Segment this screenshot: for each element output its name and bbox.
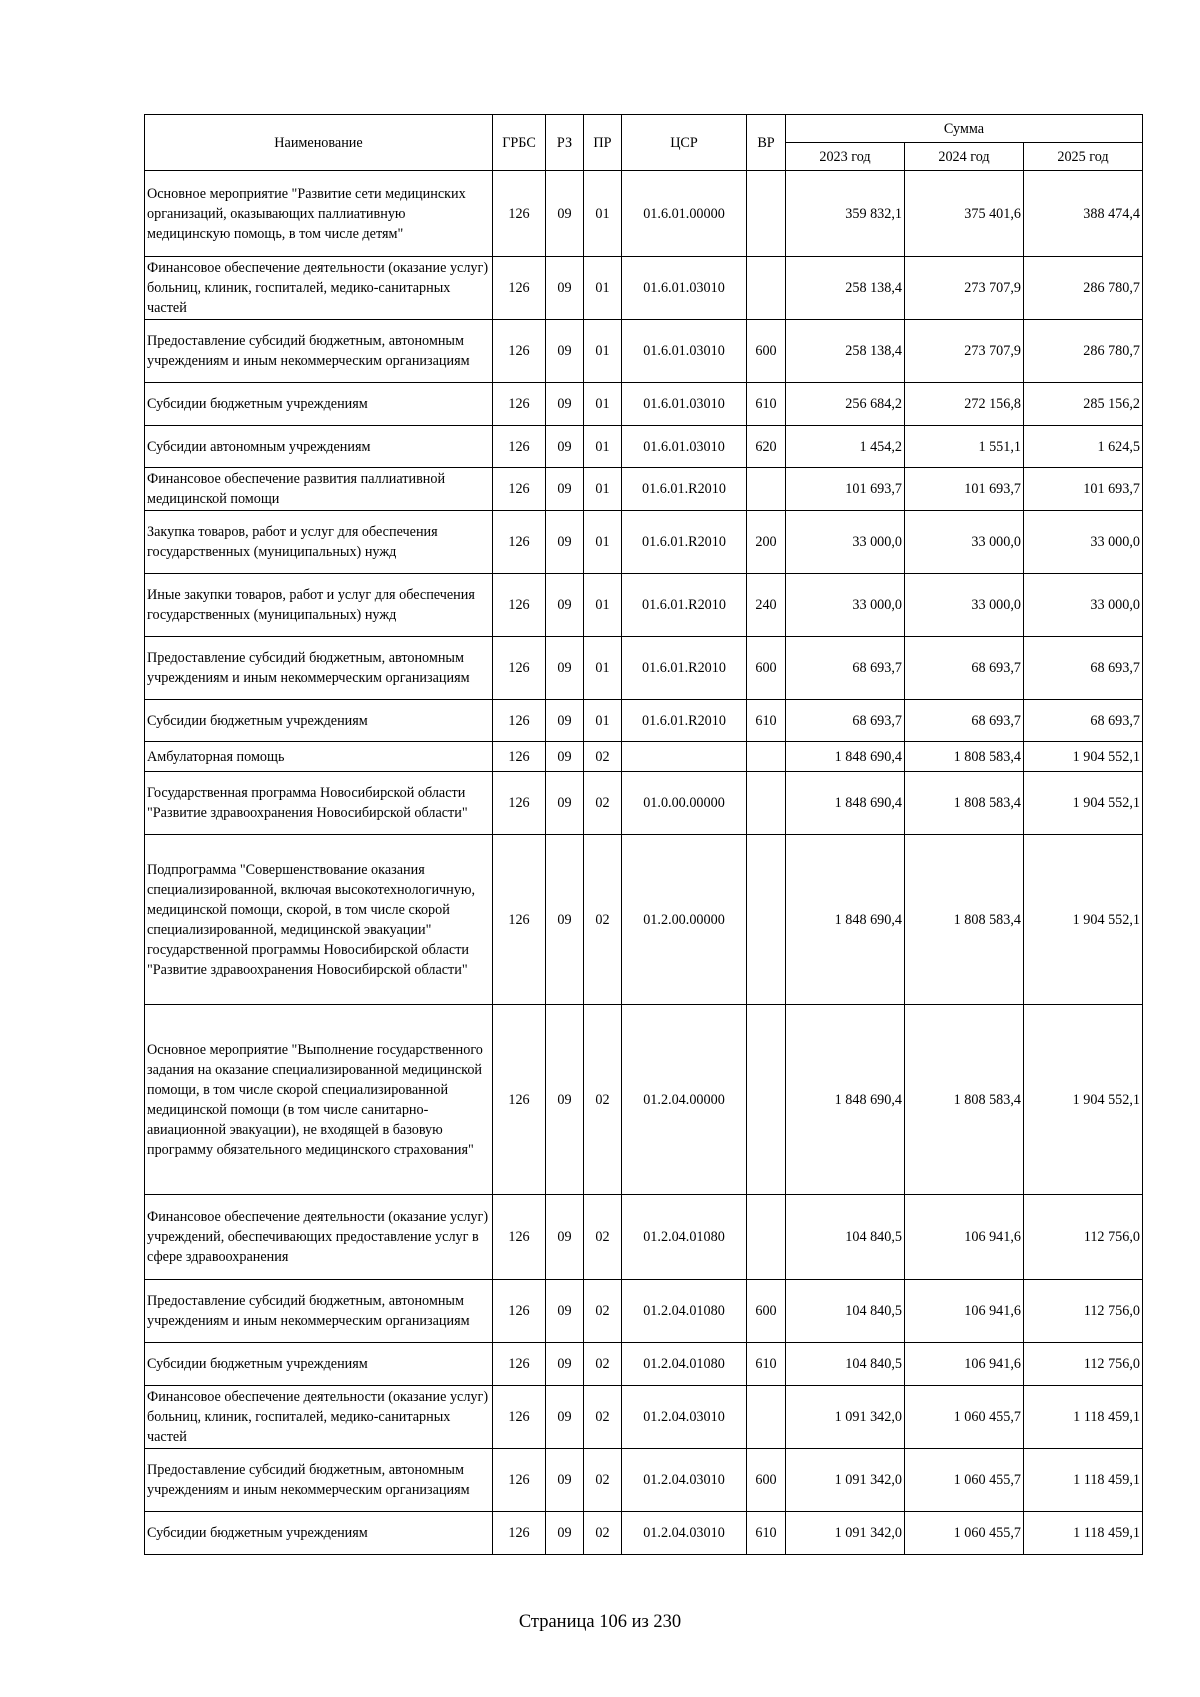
cell-sum-2025: 286 780,7 [1024, 320, 1143, 383]
cell-csr: 01.6.01.03010 [622, 320, 747, 383]
cell-vr: 600 [747, 1280, 786, 1343]
cell-sum-2025: 388 474,4 [1024, 171, 1143, 257]
cell-name: Предоставление субсидий бюджетным, автономным учреждениям и иным некоммерческим организациям [145, 320, 493, 383]
cell-sum-2023: 104 840,5 [786, 1195, 905, 1280]
cell-pr: 02 [584, 1512, 622, 1555]
table-row [145, 383, 1143, 426]
cell-sum-2024: 1 060 455,7 [905, 1449, 1024, 1512]
cell-vr: 600 [747, 637, 786, 700]
cell-vr: 610 [747, 383, 786, 426]
cell-sum-2024: 106 941,6 [905, 1343, 1024, 1386]
cell-csr: 01.6.01.R2010 [622, 637, 747, 700]
cell-csr: 01.2.04.03010 [622, 1386, 747, 1449]
header-vr: ВР [747, 115, 786, 171]
cell-vr: 610 [747, 1512, 786, 1555]
page-number: Страница 106 из 230 [518, 1612, 682, 1632]
cell-sum-2024: 68 693,7 [905, 700, 1024, 742]
cell-rz: 09 [546, 1005, 584, 1195]
cell-sum-2025: 112 756,0 [1024, 1280, 1143, 1343]
cell-grbs: 126 [493, 468, 546, 511]
cell-grbs: 126 [493, 1280, 546, 1343]
cell-sum-2024: 1 060 455,7 [905, 1512, 1024, 1555]
cell-grbs: 126 [493, 1343, 546, 1386]
budget-table [144, 114, 1143, 1555]
cell-vr: 200 [747, 511, 786, 574]
table-row [145, 1512, 1143, 1555]
cell-pr: 02 [584, 1449, 622, 1512]
cell-sum-2023: 1 848 690,4 [786, 742, 905, 772]
cell-name: Субсидии бюджетным учреждениям [145, 383, 493, 426]
table-row [145, 1343, 1143, 1386]
cell-sum-2025: 112 756,0 [1024, 1195, 1143, 1280]
cell-sum-2023: 33 000,0 [786, 511, 905, 574]
cell-pr: 02 [584, 1280, 622, 1343]
cell-pr: 02 [584, 742, 622, 772]
header-sum: Сумма [786, 115, 1143, 143]
cell-pr: 01 [584, 511, 622, 574]
cell-name: Финансовое обеспечение деятельности (оказание услуг) больниц, клиник, госпиталей, медико-санитарных частей [145, 1386, 493, 1449]
cell-rz: 09 [546, 426, 584, 468]
cell-sum-2023: 1 848 690,4 [786, 772, 905, 835]
cell-csr: 01.2.00.00000 [622, 835, 747, 1005]
cell-rz: 09 [546, 1280, 584, 1343]
table-row [145, 1005, 1143, 1195]
table-row [145, 426, 1143, 468]
table-header [145, 115, 1143, 171]
cell-sum-2023: 359 832,1 [786, 171, 905, 257]
table-row [145, 574, 1143, 637]
cell-csr: 01.2.04.01080 [622, 1195, 747, 1280]
cell-name: Закупка товаров, работ и услуг для обеспечения государственных (муниципальных) нужд [145, 511, 493, 574]
cell-rz: 09 [546, 637, 584, 700]
table-row [145, 1195, 1143, 1280]
cell-sum-2023: 1 091 342,0 [786, 1449, 905, 1512]
cell-name: Субсидии бюджетным учреждениям [145, 1512, 493, 1555]
cell-csr: 01.6.01.03010 [622, 426, 747, 468]
cell-csr: 01.6.01.00000 [622, 171, 747, 257]
cell-grbs: 126 [493, 1195, 546, 1280]
table-row [145, 700, 1143, 742]
cell-sum-2024: 1 808 583,4 [905, 742, 1024, 772]
table-row [145, 1449, 1143, 1512]
cell-name: Финансовое обеспечение деятельности (оказание услуг) учреждений, обеспечивающих предоставление услуг в сфере здравоохранения [145, 1195, 493, 1280]
cell-sum-2025: 285 156,2 [1024, 383, 1143, 426]
cell-name: Субсидии бюджетным учреждениям [145, 1343, 493, 1386]
cell-sum-2025: 68 693,7 [1024, 637, 1143, 700]
cell-rz: 09 [546, 742, 584, 772]
cell-sum-2024: 1 808 583,4 [905, 772, 1024, 835]
cell-pr: 01 [584, 700, 622, 742]
cell-csr: 01.2.04.01080 [622, 1280, 747, 1343]
cell-vr: 610 [747, 700, 786, 742]
cell-rz: 09 [546, 511, 584, 574]
table-row [145, 468, 1143, 511]
cell-grbs: 126 [493, 772, 546, 835]
cell-pr: 01 [584, 574, 622, 637]
header-name: Наименование [145, 115, 493, 171]
cell-pr: 01 [584, 171, 622, 257]
cell-sum-2024: 33 000,0 [905, 511, 1024, 574]
cell-sum-2024: 375 401,6 [905, 171, 1024, 257]
cell-rz: 09 [546, 1195, 584, 1280]
cell-csr: 01.6.01.R2010 [622, 700, 747, 742]
cell-sum-2023: 256 684,2 [786, 383, 905, 426]
cell-name: Основное мероприятие "Развитие сети медицинских организаций, оказывающих паллиативную медицинскую помощь, в том числе детям" [145, 171, 493, 257]
cell-sum-2024: 1 808 583,4 [905, 1005, 1024, 1195]
table-row [145, 637, 1143, 700]
cell-name: Предоставление субсидий бюджетным, автономным учреждениям и иным некоммерческим организациям [145, 637, 493, 700]
cell-name: Амбулаторная помощь [145, 742, 493, 772]
cell-pr: 02 [584, 1343, 622, 1386]
cell-pr: 02 [584, 1195, 622, 1280]
cell-sum-2025: 1 118 459,1 [1024, 1386, 1143, 1449]
cell-sum-2023: 1 848 690,4 [786, 1005, 905, 1195]
cell-csr: 01.6.01.03010 [622, 383, 747, 426]
cell-grbs: 126 [493, 700, 546, 742]
cell-csr: 01.6.01.03010 [622, 257, 747, 320]
cell-sum-2024: 68 693,7 [905, 637, 1024, 700]
cell-vr [747, 468, 786, 511]
cell-grbs: 126 [493, 1512, 546, 1555]
cell-vr [747, 1386, 786, 1449]
table-row [145, 1386, 1143, 1449]
cell-sum-2023: 68 693,7 [786, 637, 905, 700]
cell-sum-2025: 1 118 459,1 [1024, 1512, 1143, 1555]
cell-vr: 620 [747, 426, 786, 468]
cell-rz: 09 [546, 320, 584, 383]
cell-vr [747, 742, 786, 772]
cell-sum-2024: 106 941,6 [905, 1195, 1024, 1280]
cell-csr: 01.2.04.01080 [622, 1343, 747, 1386]
header-pr: ПР [584, 115, 622, 171]
cell-sum-2025: 101 693,7 [1024, 468, 1143, 511]
cell-name: Иные закупки товаров, работ и услуг для обеспечения государственных (муниципальных) нужд [145, 574, 493, 637]
table-row [145, 257, 1143, 320]
cell-sum-2023: 258 138,4 [786, 320, 905, 383]
cell-grbs: 126 [493, 320, 546, 383]
table-row [145, 171, 1143, 257]
header-year-2025: 2025 год [1024, 143, 1143, 171]
cell-sum-2023: 258 138,4 [786, 257, 905, 320]
cell-pr: 02 [584, 1386, 622, 1449]
cell-sum-2025: 33 000,0 [1024, 511, 1143, 574]
cell-csr: 01.0.00.00000 [622, 772, 747, 835]
cell-sum-2023: 104 840,5 [786, 1280, 905, 1343]
cell-rz: 09 [546, 700, 584, 742]
cell-sum-2024: 273 707,9 [905, 320, 1024, 383]
cell-sum-2024: 1 808 583,4 [905, 835, 1024, 1005]
cell-name: Основное мероприятие "Выполнение государственного задания на оказание специализированной медицинской помощи, в том числе скорой специализированной медицинской помощи (в том числе санитарно-авиационной эвакуации), не входящей в базовую программу обязательного медицинского страхования" [145, 1005, 493, 1195]
cell-grbs: 126 [493, 835, 546, 1005]
cell-sum-2023: 1 091 342,0 [786, 1512, 905, 1555]
cell-vr: 600 [747, 320, 786, 383]
cell-sum-2024: 273 707,9 [905, 257, 1024, 320]
cell-vr [747, 835, 786, 1005]
cell-vr [747, 257, 786, 320]
cell-name: Государственная программа Новосибирской области "Развитие здравоохранения Новосибирской области" [145, 772, 493, 835]
cell-sum-2025: 1 624,5 [1024, 426, 1143, 468]
cell-sum-2023: 1 091 342,0 [786, 1386, 905, 1449]
header-year-2023: 2023 год [786, 143, 905, 171]
cell-sum-2024: 101 693,7 [905, 468, 1024, 511]
cell-sum-2025: 286 780,7 [1024, 257, 1143, 320]
cell-csr [622, 742, 747, 772]
cell-vr: 610 [747, 1343, 786, 1386]
cell-sum-2025: 112 756,0 [1024, 1343, 1143, 1386]
cell-sum-2023: 1 848 690,4 [786, 835, 905, 1005]
cell-vr [747, 1195, 786, 1280]
cell-sum-2023: 68 693,7 [786, 700, 905, 742]
cell-name: Предоставление субсидий бюджетным, автономным учреждениям и иным некоммерческим организациям [145, 1449, 493, 1512]
cell-pr: 01 [584, 426, 622, 468]
cell-vr: 240 [747, 574, 786, 637]
cell-name: Субсидии бюджетным учреждениям [145, 700, 493, 742]
cell-sum-2025: 1 904 552,1 [1024, 835, 1143, 1005]
cell-grbs: 126 [493, 574, 546, 637]
cell-pr: 01 [584, 468, 622, 511]
cell-grbs: 126 [493, 1386, 546, 1449]
table-body [145, 171, 1143, 1555]
cell-sum-2025: 68 693,7 [1024, 700, 1143, 742]
cell-rz: 09 [546, 383, 584, 426]
cell-pr: 01 [584, 383, 622, 426]
cell-grbs: 126 [493, 171, 546, 257]
cell-name: Финансовое обеспечение деятельности (оказание услуг) больниц, клиник, госпиталей, медико-санитарных частей [145, 257, 493, 320]
cell-pr: 01 [584, 257, 622, 320]
cell-sum-2024: 1 060 455,7 [905, 1386, 1024, 1449]
cell-sum-2024: 33 000,0 [905, 574, 1024, 637]
cell-rz: 09 [546, 1512, 584, 1555]
cell-pr: 02 [584, 1005, 622, 1195]
table-row [145, 320, 1143, 383]
header-grbs: ГРБС [493, 115, 546, 171]
cell-sum-2024: 106 941,6 [905, 1280, 1024, 1343]
cell-sum-2025: 1 904 552,1 [1024, 1005, 1143, 1195]
table-row [145, 511, 1143, 574]
cell-grbs: 126 [493, 742, 546, 772]
cell-rz: 09 [546, 772, 584, 835]
cell-sum-2025: 33 000,0 [1024, 574, 1143, 637]
cell-rz: 09 [546, 1343, 584, 1386]
cell-csr: 01.6.01.R2010 [622, 468, 747, 511]
cell-sum-2025: 1 904 552,1 [1024, 742, 1143, 772]
cell-rz: 09 [546, 1449, 584, 1512]
cell-vr [747, 1005, 786, 1195]
cell-sum-2025: 1 904 552,1 [1024, 772, 1143, 835]
table-row [145, 742, 1143, 772]
cell-sum-2024: 1 551,1 [905, 426, 1024, 468]
cell-pr: 02 [584, 835, 622, 1005]
cell-vr [747, 171, 786, 257]
cell-vr: 600 [747, 1449, 786, 1512]
cell-rz: 09 [546, 171, 584, 257]
cell-csr: 01.6.01.R2010 [622, 574, 747, 637]
cell-sum-2025: 1 118 459,1 [1024, 1449, 1143, 1512]
cell-rz: 09 [546, 574, 584, 637]
cell-csr: 01.2.04.03010 [622, 1449, 747, 1512]
cell-csr: 01.2.04.03010 [622, 1512, 747, 1555]
cell-name: Субсидии автономным учреждениям [145, 426, 493, 468]
cell-sum-2023: 101 693,7 [786, 468, 905, 511]
table-row [145, 835, 1143, 1005]
cell-grbs: 126 [493, 426, 546, 468]
cell-grbs: 126 [493, 511, 546, 574]
cell-pr: 01 [584, 320, 622, 383]
cell-name: Подпрограмма "Совершенствование оказания специализированной, включая высокотехнологичную, медицинской помощи, скорой, в том числе скорой специализированной, медицинской эвакуации" государственной программы Новосибирской области "Развитие здравоохранения Новосибирской области" [145, 835, 493, 1005]
cell-grbs: 126 [493, 637, 546, 700]
cell-grbs: 126 [493, 1005, 546, 1195]
cell-grbs: 126 [493, 257, 546, 320]
header-rz: РЗ [546, 115, 584, 171]
header-year-2024: 2024 год [905, 143, 1024, 171]
table-row [145, 772, 1143, 835]
cell-rz: 09 [546, 835, 584, 1005]
header-csr: ЦСР [622, 115, 747, 171]
cell-rz: 09 [546, 257, 584, 320]
cell-vr [747, 772, 786, 835]
cell-sum-2024: 272 156,8 [905, 383, 1024, 426]
table-row [145, 1280, 1143, 1343]
cell-sum-2023: 1 454,2 [786, 426, 905, 468]
cell-sum-2023: 33 000,0 [786, 574, 905, 637]
cell-csr: 01.6.01.R2010 [622, 511, 747, 574]
cell-rz: 09 [546, 468, 584, 511]
cell-name: Финансовое обеспечение развития паллиативной медицинской помощи [145, 468, 493, 511]
cell-grbs: 126 [493, 1449, 546, 1512]
cell-name: Предоставление субсидий бюджетным, автономным учреждениям и иным некоммерческим организациям [145, 1280, 493, 1343]
cell-pr: 02 [584, 772, 622, 835]
cell-grbs: 126 [493, 383, 546, 426]
cell-pr: 01 [584, 637, 622, 700]
cell-csr: 01.2.04.00000 [622, 1005, 747, 1195]
cell-sum-2023: 104 840,5 [786, 1343, 905, 1386]
cell-rz: 09 [546, 1386, 584, 1449]
